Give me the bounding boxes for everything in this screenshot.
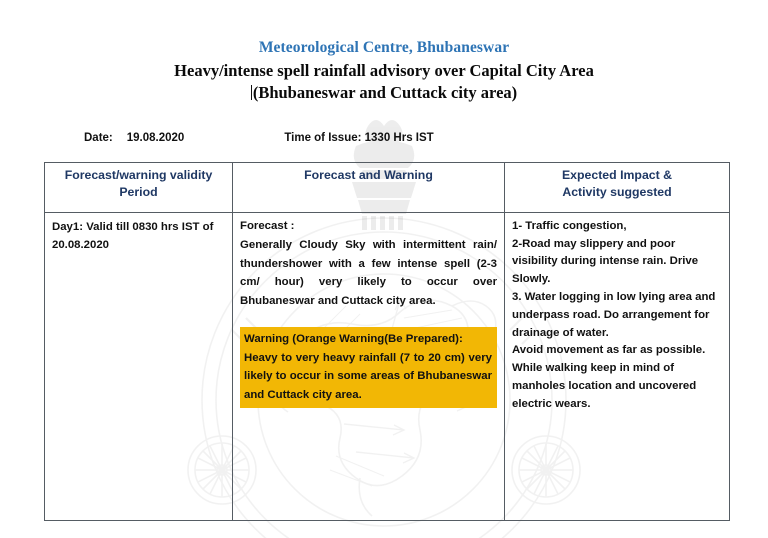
date-value: 19.08.2020 [126, 131, 185, 144]
document-header [0, 0, 768, 104]
text-cursor [251, 85, 252, 100]
forecast-label: Forecast : [240, 219, 295, 232]
page-subtitle-text: (Bhubaneswar and Cuttack city area) [252, 83, 518, 103]
header-impact-line2: Activity suggested [562, 185, 672, 200]
header-validity-period [45, 162, 233, 212]
validity-period-text: Day1: Valid till 0830 hrs IST of 20.08.2020 [52, 220, 214, 252]
organisation-title: Meteorological Centre, Bhubaneswar [258, 39, 510, 56]
cell-forecast-warning [233, 212, 505, 520]
header-validity-line1: Forecast/warning validity [64, 167, 213, 182]
page-title: Heavy/intense spell rainfall advisory over Capital City Area [174, 61, 594, 81]
page-subtitle [0, 82, 768, 104]
advisory-table-wrap [44, 162, 729, 521]
header-expected-impact [505, 162, 730, 212]
list-item: 1- Traffic congestion, [512, 219, 627, 232]
orange-warning-box [240, 327, 497, 408]
cell-validity-period [45, 212, 233, 520]
header-impact-line1: Expected Impact & [561, 167, 673, 182]
header-forecast-warning [233, 162, 505, 212]
advisory-table [44, 162, 730, 521]
table-header-row [45, 162, 730, 212]
list-item: Avoid movement as far as possible. While walking keep in mind of manholes location and uncovered electric wears. [512, 344, 706, 410]
issue-meta-row [0, 132, 768, 144]
table-row [45, 212, 730, 520]
warning-heading: Warning (Orange Warning(Be Prepared): [244, 333, 463, 346]
header-validity-line2: Period [119, 185, 158, 200]
header-forecast-warning-text: Forecast and Warning [304, 167, 433, 182]
impact-list [512, 218, 722, 414]
time-of-issue: Time of Issue: 1330 Hrs IST [284, 131, 434, 144]
date-label: Date: [84, 131, 113, 144]
forecast-text: Generally Cloudy Sky with intermittent rain/ thundershower with a few intense spell (2-3 cm/ hour) very likely to occur over Bhubaneswar and Cuttack city area. [240, 239, 497, 307]
list-item: 2-Road may slippery and poor visibility during intense rain. Drive Slowly. [512, 237, 699, 286]
warning-text: Heavy to very heavy rainfall (7 to 20 cm) very likely to occur in some areas of Bhubaneswar and Cuttack city area. [244, 351, 492, 401]
list-item: 3. Water logging in low lying area and underpass road. Do arrangement for drainage of water. [512, 291, 716, 339]
cell-expected-impact [505, 212, 730, 520]
